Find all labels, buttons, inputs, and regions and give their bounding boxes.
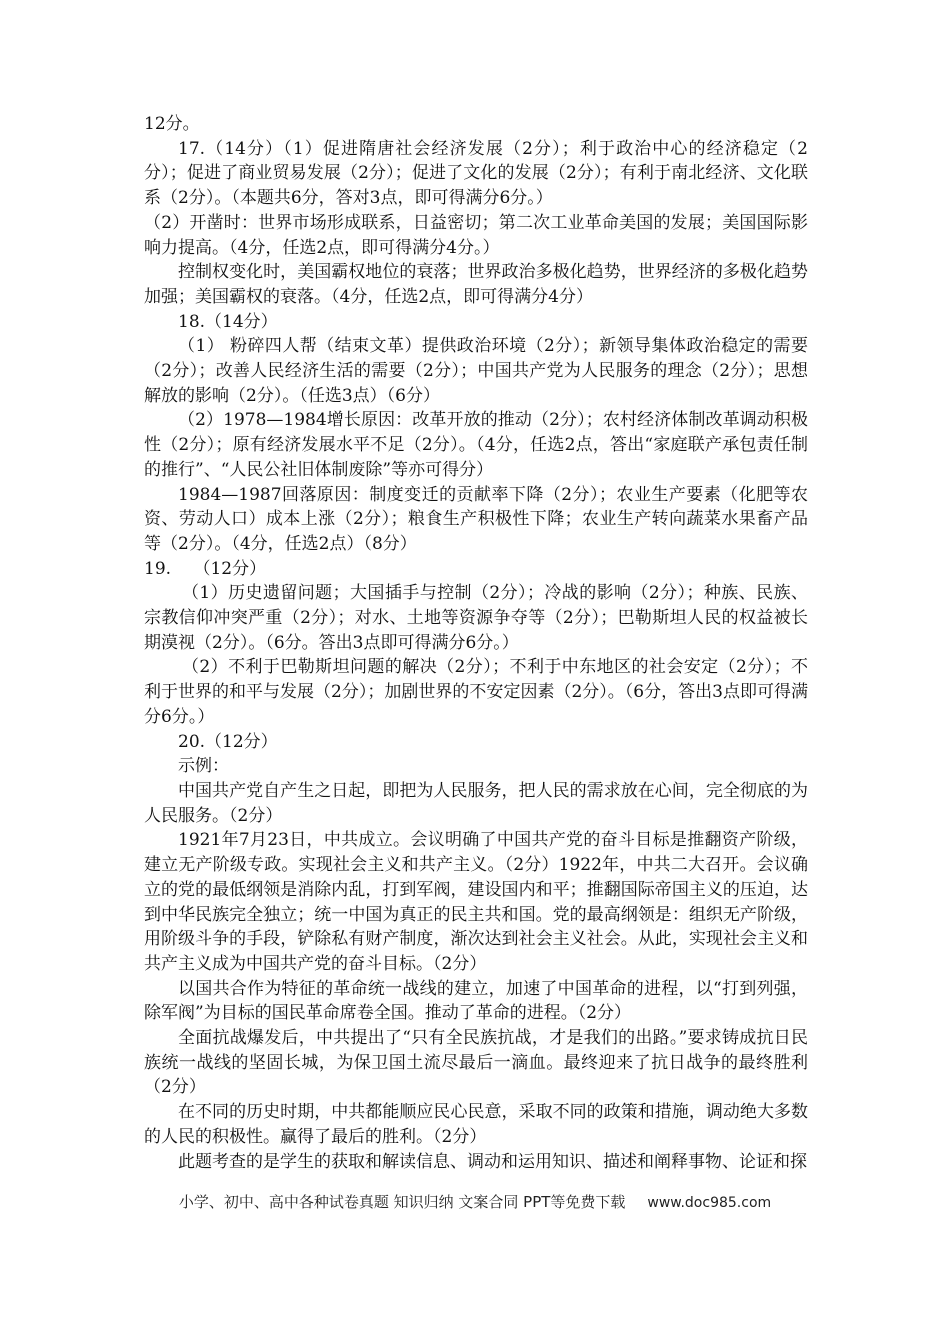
paragraph: 示例：	[178, 756, 229, 777]
paragraph: 在不同的历史时期，中共都能顺应民心民意，采取不同的政策和措施，调动绝大多数的人民的积极性。赢得了最后的胜利。（2分）	[144, 1102, 808, 1147]
paragraph: 17.（14分）（1）促进隋唐社会经济发展（2分）；利于政治中心的经济稳定（2分）；促进了商业贸易发展（2分）；促进了文化的发展（2分）；有利于南北经济、文化联系（2分）。（本题共6分，答对3点，即可得满分6分。）	[144, 138, 808, 209]
paragraph: 19. （12分）	[144, 558, 267, 579]
paragraph: （2）开凿时：世界市场形成联系，日益密切；第二次工业革命美国的发展；美国国际影响力提高。（4分，任选2点，即可得满分4分。）	[144, 212, 808, 258]
paragraph: 20.（12分）	[178, 731, 278, 752]
page-footer	[0, 1191, 950, 1212]
paragraph: 以国共合作为特征的革命统一战线的建立，加速了中国革命的进程，以“打到列强，除军阀”为目标的国民革命席卷全国。推动了革命的进程。（2分）	[144, 978, 808, 1024]
paragraph: 18.（14分）	[178, 311, 278, 332]
paragraph: 12分。	[144, 114, 200, 134]
paragraph: 1921年7月23日，中共成立。会议明确了中国共产党的奋斗目标是推翻资产阶级，建立无产阶级专政。实现社会主义和共产主义。（2分）1922年，中共二大召开。会议确立的党的最低纲领是消除内乱，打到军阀，建设国内和平；推翻国际帝国主义的压迫，达到中华民族完全独立；统一中国为真正的民主共和国。党的最高纲领是：组织无产阶级，用阶级斗争的手段，铲除私有财产制度，渐次达到社会主义社会。从此，实现社会主义和共产主义成为中国共产党的奋斗目标。（2分）	[144, 830, 808, 974]
footer-text: 小学、初中、高中各种试卷真题 知识归纳 文案合同 PPT等免费下载	[178, 1193, 626, 1211]
paragraph: 1984—1987回落原因：制度变迁的贡献率下降（2分）；农业生产要素（化肥等农资、劳动人口）成本上涨（2分）；粮食生产积极性下降；农业生产转向蔬菜水果畜产品等（2分）。（4分，任选2点）（8分）	[144, 484, 808, 554]
footer-url[interactable]: www.doc985.com	[647, 1195, 772, 1211]
answer-text-body	[144, 112, 808, 1174]
paragraph: （2）1978—1984增长原因：改革开放的推动（2分）；农村经济体制改革调动积极性（2分）；原有经济发展水平不足（2分）。（4分，任选2点，答出“家庭联产承包责任制的推行”、“人民公社旧体制废除”等亦可得分）	[144, 410, 808, 480]
paragraph: （1）历史遗留问题；大国插手与控制（2分）；冷战的影响（2分）；种族、民族、宗教信仰冲突严重（2分）；对水、土地等资源争夺等（2分）；巴勒斯坦人民的权益被长期漠视（2分）。（6分。答出3点即可得满分6分。）	[144, 583, 808, 653]
paragraph: 控制权变化时，美国霸权地位的衰落；世界政治多极化趋势，世界经济的多极化趋势加强；美国霸权的衰落。（4分，任选2点，即可得满分4分）	[144, 262, 808, 307]
paragraph: 此题考查的是学生的获取和解读信息、调动和运用知识、描述和阐释事物、论证和探	[178, 1151, 807, 1172]
paragraph: 全面抗战爆发后，中共提出了“只有全民族抗战，才是我们的出路。”要求铸成抗日民族统一战线的坚固长城，为保卫国土流尽最后一滴血。最终迎来了抗日战争的最终胜利（2分）	[144, 1028, 808, 1098]
paragraph: （1） 粉碎四人帮（结束文革）提供政治环境（2分）；新领导集体政治稳定的需要（2分）；改善人民经济生活的需要（2分）；中国共产党为人民服务的理念（2分）；思想解放的影响（2分）。（任选3点）（6分）	[144, 336, 808, 406]
paragraph: 中国共产党自产生之日起，即把为人民服务，把人民的需求放在心间，完全彻底的为人民服务。（2分）	[144, 780, 808, 826]
paragraph: （2）不利于巴勒斯坦问题的解决（2分）；不利于中东地区的社会安定（2分）；不利于世界的和平与发展（2分）；加剧世界的不安定因素（2分）。（6分，答出3点即可得满分6分。）	[144, 657, 808, 727]
